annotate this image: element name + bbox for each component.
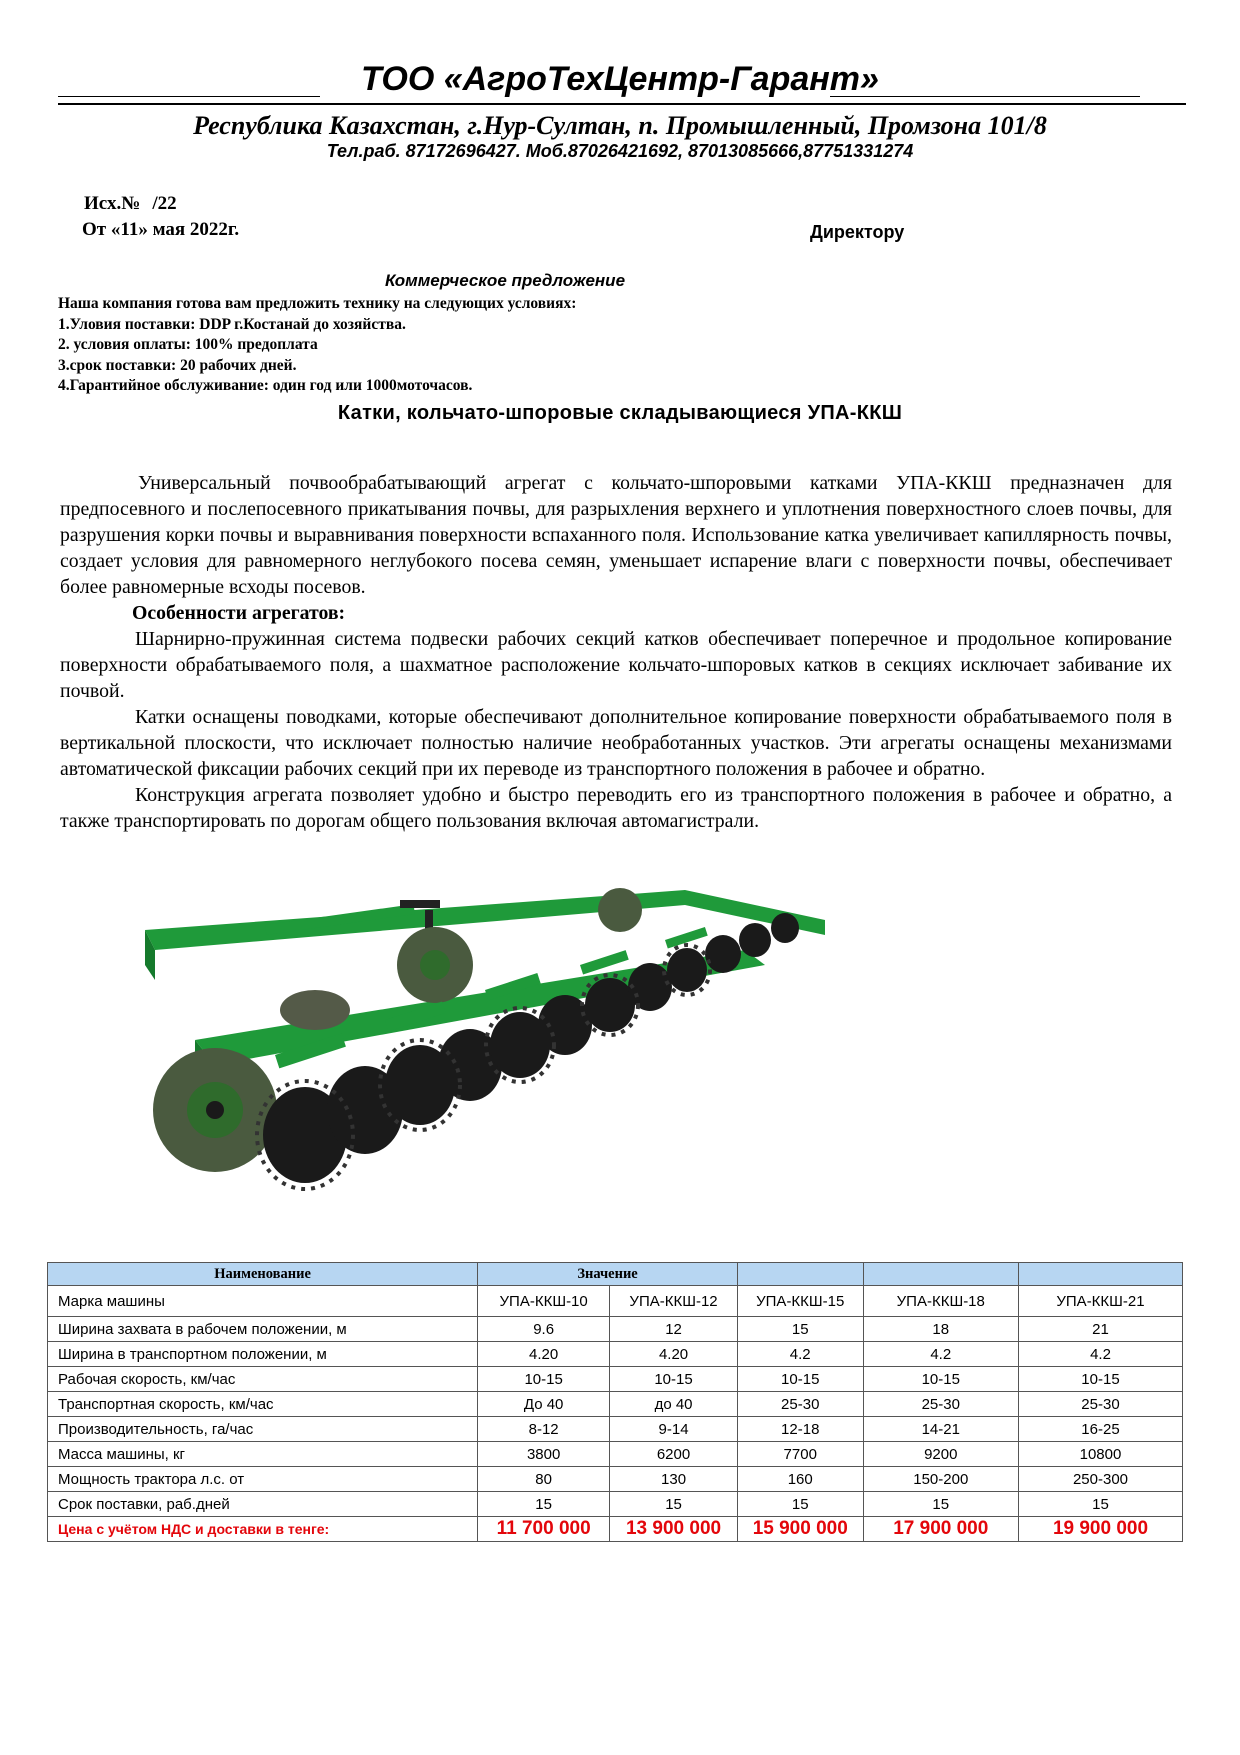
spare-wheel bbox=[280, 990, 350, 1030]
cell: 25-30 bbox=[737, 1392, 863, 1417]
table-row bbox=[48, 1367, 1183, 1392]
cell: 8-12 bbox=[478, 1417, 610, 1442]
price-cell: 19 900 000 bbox=[1018, 1517, 1182, 1542]
price-cell: 15 900 000 bbox=[737, 1517, 863, 1542]
wheel bbox=[598, 888, 642, 932]
wheel-hub bbox=[420, 950, 450, 980]
cell: 10800 bbox=[1018, 1442, 1182, 1467]
cell: 12 bbox=[610, 1317, 738, 1342]
wheel-hub bbox=[206, 1101, 224, 1119]
cell: 10-15 bbox=[610, 1367, 738, 1392]
letterhead-divider bbox=[58, 103, 1186, 105]
cell: 21 bbox=[1018, 1317, 1182, 1342]
hydraulic-arm bbox=[400, 900, 440, 908]
roller-row bbox=[263, 913, 799, 1183]
row-label: Мощность трактора л.с. от bbox=[48, 1467, 478, 1492]
roller bbox=[585, 978, 635, 1032]
cell: 10-15 bbox=[478, 1367, 610, 1392]
row-label: Производительность, га/час bbox=[48, 1417, 478, 1442]
header-empty bbox=[737, 1263, 863, 1286]
description-paragraph: Шарнирно-пружинная система подвески рабочих секций катков обеспечивает поперечное и продольное копирование поверхности обрабатываемого поля, а шахматное расположение кольчато-шпоровых катков в секциях исключает забивание их почвой. bbox=[60, 628, 1172, 702]
table-row bbox=[48, 1492, 1183, 1517]
price-row bbox=[48, 1517, 1183, 1542]
title-underline-right bbox=[830, 96, 1140, 97]
price-cell: 11 700 000 bbox=[478, 1517, 610, 1542]
cell: 15 bbox=[610, 1492, 738, 1517]
cell: УПА-ККШ-10 bbox=[478, 1286, 610, 1317]
condition-item: 1.Уловия поставки: DDP г.Костанай до хозяйства. bbox=[58, 315, 406, 333]
cell: 9-14 bbox=[610, 1417, 738, 1442]
cell: 15 bbox=[863, 1492, 1018, 1517]
cell: 250-300 bbox=[1018, 1467, 1182, 1492]
row-label: Транспортная скорость, км/час bbox=[48, 1392, 478, 1417]
cell: 4.2 bbox=[1018, 1342, 1182, 1367]
cell: 160 bbox=[737, 1467, 863, 1492]
cell: до 40 bbox=[610, 1392, 738, 1417]
roller bbox=[739, 923, 771, 957]
header-empty bbox=[1018, 1263, 1182, 1286]
roller bbox=[705, 935, 741, 973]
cell: 10-15 bbox=[737, 1367, 863, 1392]
row-label: Марка машины bbox=[48, 1286, 478, 1317]
cell: УПА-ККШ-12 bbox=[610, 1286, 738, 1317]
cell: УПА-ККШ-21 bbox=[1018, 1286, 1182, 1317]
cell: 3800 bbox=[478, 1442, 610, 1467]
table-row bbox=[48, 1417, 1183, 1442]
cell: 10-15 bbox=[863, 1367, 1018, 1392]
outgoing-number bbox=[84, 193, 177, 215]
offer-conditions bbox=[58, 294, 576, 397]
cell: 15 bbox=[478, 1492, 610, 1517]
condition-item: 4.Гарантийное обслуживание: один год или 1000моточасов. bbox=[58, 377, 473, 394]
cell: 18 bbox=[863, 1317, 1018, 1342]
letter-date: От «11» мая 2022г. bbox=[82, 219, 240, 240]
addressee: Директору bbox=[810, 222, 905, 242]
cell: 15 bbox=[737, 1492, 863, 1517]
cell: 9.6 bbox=[478, 1317, 610, 1342]
cell: 14-21 bbox=[863, 1417, 1018, 1442]
cell: 7700 bbox=[737, 1442, 863, 1467]
cell: 4.20 bbox=[478, 1342, 610, 1367]
cell: УПА-ККШ-15 bbox=[737, 1286, 863, 1317]
cell: До 40 bbox=[478, 1392, 610, 1417]
cell: 15 bbox=[1018, 1492, 1182, 1517]
row-label: Срок поставки, раб.дней bbox=[48, 1492, 478, 1517]
product-title: Катки, кольчато-шпоровые складывающиеся УПА-ККШ bbox=[337, 402, 903, 424]
description-paragraph: Универсальный почвообрабатывающий агрегат с кольчато-шпоровыми катками УПА-ККШ предназначен для предпосевного и послепосевного прикатывания почвы, для разрыхления верхнего и уплотнения поверхностного слоев почвы, для разрушения корки почвы и выравнивания поверхности вспаханного поля. Использование катка увеличивает капиллярность почвы, создает условия для равномерного неглубокого посева семян, уменьшает испарение влаги с поверхности почвы, обеспечивает более равномерные всходы посевов. bbox=[60, 472, 1172, 598]
condition-item: 3.срок поставки: 20 рабочих дней. bbox=[58, 356, 297, 374]
company-name: ТОО «АгроТехЦентр-Гарант» bbox=[361, 60, 879, 98]
cell: 15 bbox=[737, 1317, 863, 1342]
header-name: Наименование bbox=[48, 1263, 478, 1286]
cell: 4.2 bbox=[737, 1342, 863, 1367]
table-row bbox=[48, 1442, 1183, 1467]
offer-title: Коммерческое предложение bbox=[384, 271, 626, 290]
table-row bbox=[48, 1317, 1183, 1342]
roller-machine-photo bbox=[125, 870, 825, 1210]
specifications-table bbox=[47, 1262, 1183, 1542]
roller bbox=[628, 963, 672, 1011]
cell: 25-30 bbox=[1018, 1392, 1182, 1417]
cell: 9200 bbox=[863, 1442, 1018, 1467]
price-cell: 13 900 000 bbox=[610, 1517, 738, 1542]
price-cell: 17 900 000 bbox=[863, 1517, 1018, 1542]
cell: 6200 bbox=[610, 1442, 738, 1467]
row-label: Рабочая скорость, км/час bbox=[48, 1367, 478, 1392]
row-label: Масса машины, кг bbox=[48, 1442, 478, 1467]
table-row bbox=[48, 1286, 1183, 1317]
outgoing-number-value: /22 bbox=[152, 193, 177, 214]
table-row bbox=[48, 1467, 1183, 1492]
company-phones: Тел.раб. 87172696427. Моб.87026421692, 87013085666,87751331274 bbox=[326, 141, 914, 161]
product-description bbox=[60, 470, 1172, 834]
cell: 150-200 bbox=[863, 1467, 1018, 1492]
row-label: Цена с учётом НДС и доставки в тенге: bbox=[48, 1517, 478, 1542]
table-row bbox=[48, 1392, 1183, 1417]
features-heading: Особенности агрегатов: bbox=[132, 602, 346, 624]
cell: УПА-ККШ-18 bbox=[863, 1286, 1018, 1317]
header-value: Значение bbox=[478, 1263, 738, 1286]
company-address: Республика Казахстан, г.Нур-Султан, п. Промышленный, Промзона 101/8 bbox=[193, 111, 1047, 140]
row-label: Ширина в транспортном положении, м bbox=[48, 1342, 478, 1367]
cell: 25-30 bbox=[863, 1392, 1018, 1417]
cell: 16-25 bbox=[1018, 1417, 1182, 1442]
table-row bbox=[48, 1342, 1183, 1367]
condition-item: 2. условия оплаты: 100% предоплата bbox=[58, 336, 318, 353]
cell: 130 bbox=[610, 1467, 738, 1492]
cell: 4.20 bbox=[610, 1342, 738, 1367]
cell: 10-15 bbox=[1018, 1367, 1182, 1392]
outgoing-number-label: Исх.№ bbox=[84, 193, 141, 214]
cell: 4.2 bbox=[863, 1342, 1018, 1367]
roller bbox=[667, 948, 707, 992]
header-empty bbox=[863, 1263, 1018, 1286]
description-paragraph: Конструкция агрегата позволяет удобно и быстро переводить его из транспортного положения в рабочее и обратно, а также транспортировать по дорогам общего пользования включая автомагистрали. bbox=[60, 784, 1172, 832]
cell: 80 bbox=[478, 1467, 610, 1492]
row-label: Ширина захвата в рабочем положении, м bbox=[48, 1317, 478, 1342]
table-header-row bbox=[48, 1263, 1183, 1286]
cell: 12-18 bbox=[737, 1417, 863, 1442]
offer-intro: Наша компания готова вам предложить технику на следующих условиях: bbox=[58, 295, 577, 312]
roller bbox=[771, 913, 799, 943]
title-underline-left bbox=[58, 96, 320, 97]
description-paragraph: Катки оснащены поводками, которые обеспечивают дополнительное копирование поверхности обрабатываемого поля в вертикальной плоскости, что исключает полностью наличие необработанных участков. Эти агрегаты оснащены механизмами автоматической фиксации рабочих секций при их переводе из транспортного положения в рабочее и обратно. bbox=[60, 706, 1172, 780]
